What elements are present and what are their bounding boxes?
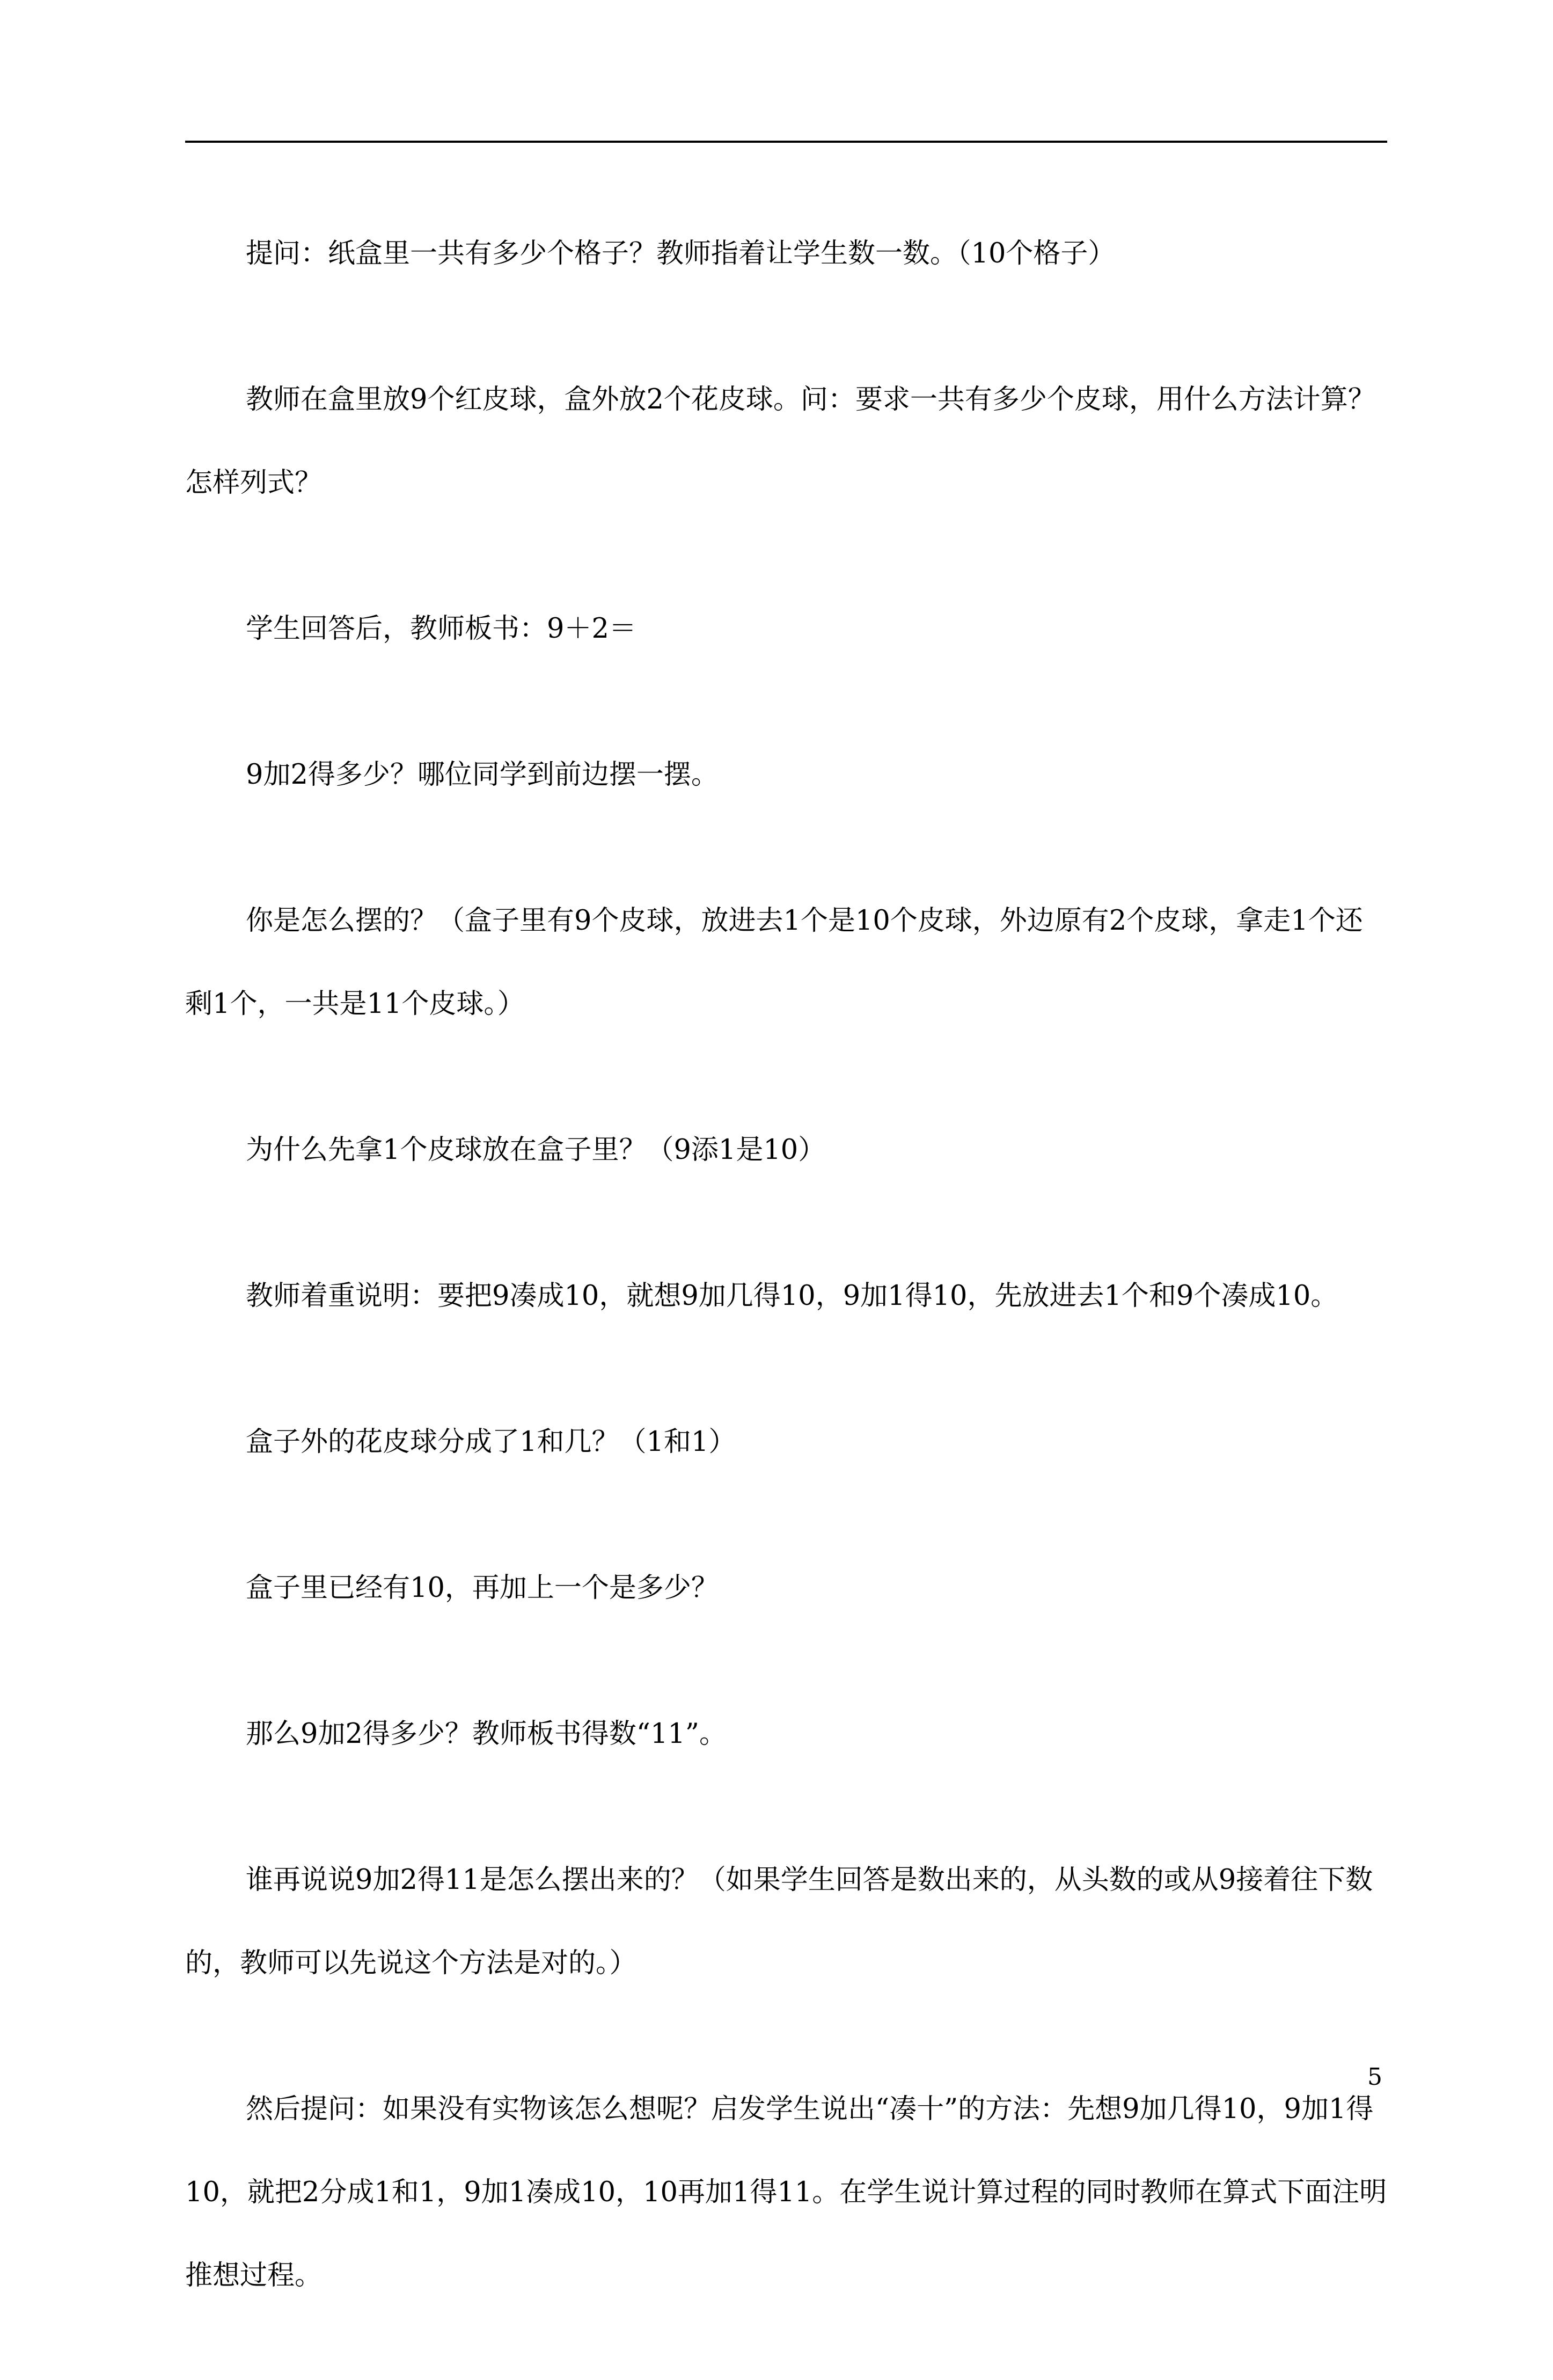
paragraph-7: 教师着重说明：要把9凑成10，就想9加几得10，9加1得10，先放进去1个和9个凑成10。 — [246, 1280, 1338, 1312]
document-body — [185, 212, 1387, 2380]
paragraph-6: 为什么先拿1个皮球放在盒子里？（9添1是10） — [246, 1134, 826, 1166]
paragraph-1: 提问：纸盒里一共有多少个格子？教师指着让学生数一数。（10个格子） — [246, 238, 1116, 269]
paragraph-12: 然后提问：如果没有实物该怎么想呢？启发学生说出“凑十”的方法：先想9加几得10，9加1得10，就把2分成1和1，9加1凑成10，10再加1得11。在学生说计算过程的同时教师在算式下面注明推想过程。 — [185, 2093, 1387, 2291]
paragraph-2: 教师在盒里放9个红皮球，盒外放2个花皮球。问：要求一共有多少个皮球，用什么方法计算？怎样列式？ — [185, 384, 1375, 499]
paragraph-10: 那么9加2得多少？教师板书得数“11”。 — [246, 1718, 727, 1750]
paragraph-9: 盒子里已经有10，再加上一个是多少？ — [246, 1572, 719, 1604]
paragraph-8: 盒子外的花皮球分成了1和几？（1和1） — [246, 1426, 736, 1458]
header-rule — [185, 141, 1387, 143]
page-number: 5 — [1367, 2063, 1382, 2091]
paragraph-4: 9加2得多少？哪位同学到前边摆一摆。 — [246, 759, 719, 791]
paragraph-11: 谁再说说9加2得11是怎么摆出来的？（如果学生回答是数出来的，从头数的或从9接着往下数的，教师可以先说这个方法是对的。） — [185, 1864, 1373, 1979]
paragraph-5: 你是怎么摆的？（盒子里有9个皮球，放进去1个是10个皮球，外边原有2个皮球，拿走1个还剩1个，一共是11个皮球。） — [185, 905, 1363, 1020]
paragraph-3: 学生回答后，教师板书：9＋2＝ — [246, 613, 636, 645]
